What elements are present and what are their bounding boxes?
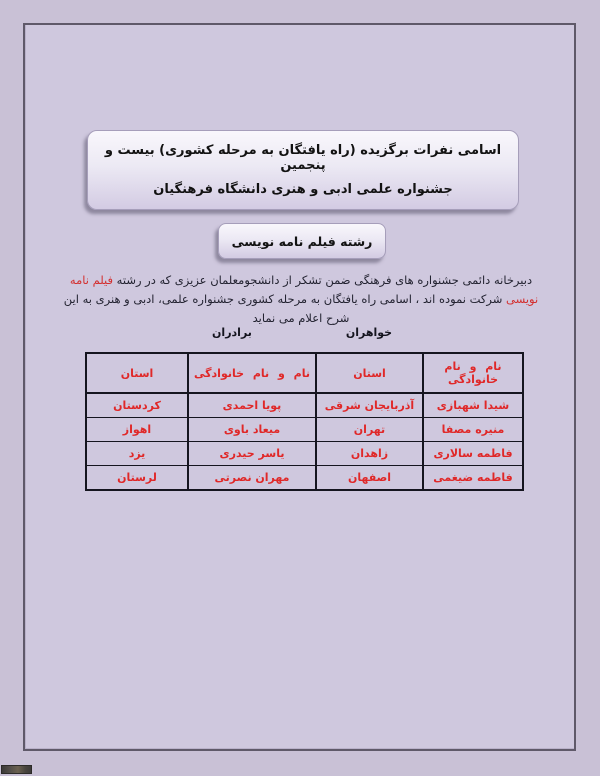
group-label-sisters: خواهران xyxy=(345,326,393,339)
group-label-brothers: برادران xyxy=(212,326,252,339)
title-box xyxy=(87,130,519,210)
intro-highlight: فیلم نامه نویسی xyxy=(69,273,539,306)
cell-brother-province: اهواز xyxy=(86,418,188,442)
field-badge-label: رشته فیلم نامه نویسی xyxy=(231,233,373,249)
intro-text-before: دبیرخانه دائمی جشنواره های فرهنگی ضمن تشکر از دانشجومعلمان عزیزی که در رشته xyxy=(113,273,533,287)
cell-brother-name: مهران نصرتی xyxy=(188,466,316,491)
cell-brother-province: کردستان xyxy=(86,393,188,418)
cell-sister-province: زاهدان xyxy=(316,442,423,466)
cell-sister-province: تهران xyxy=(316,418,423,442)
cell-brother-name: پویا احمدی xyxy=(188,393,316,418)
cell-brother-province: لرستان xyxy=(86,466,188,491)
table-row xyxy=(86,418,523,442)
header-name-sisters: نام و نام خانوادگی xyxy=(423,353,523,393)
table-row xyxy=(86,442,523,466)
winners-table xyxy=(85,352,524,491)
cell-sister-name: شیدا شهبازی xyxy=(423,393,523,418)
watermark-strip xyxy=(1,765,32,774)
cell-sister-name: فاطمه سالاری xyxy=(423,442,523,466)
intro-paragraph xyxy=(57,271,545,328)
page-title-line1: اسامی نفرات برگزیده (راه یافتگان به مرحله کشوری) بیست و پنجمین xyxy=(104,142,502,173)
cell-brother-name: یاسر حیدری xyxy=(188,442,316,466)
cell-brother-name: میعاد باوی xyxy=(188,418,316,442)
table-header-row xyxy=(86,353,523,393)
header-province-brothers: استان xyxy=(86,353,188,393)
page-title-line2: جشنواره علمی ادبی و هنری دانشگاه فرهنگیان xyxy=(153,182,453,198)
table-row xyxy=(86,466,523,491)
field-badge xyxy=(218,223,386,259)
cell-sister-province: اصفهان xyxy=(316,466,423,491)
header-province-sisters: استان xyxy=(316,353,423,393)
cell-brother-province: یزد xyxy=(86,442,188,466)
cell-sister-name: منیره مصفا xyxy=(423,418,523,442)
cell-sister-name: فاطمه ضیغمی xyxy=(423,466,523,491)
cell-sister-province: آذربایجان شرقی xyxy=(316,393,423,418)
page-frame xyxy=(23,23,576,751)
intro-text-after: شرکت نموده اند ، اسامی راه یافتگان به مرحله کشوری جشنواره علمی، ادبی و هنری به این شرح اعلام می نماید xyxy=(63,292,506,325)
table-row xyxy=(86,393,523,418)
header-name-brothers: نام و نام خانوادگی xyxy=(188,353,316,393)
